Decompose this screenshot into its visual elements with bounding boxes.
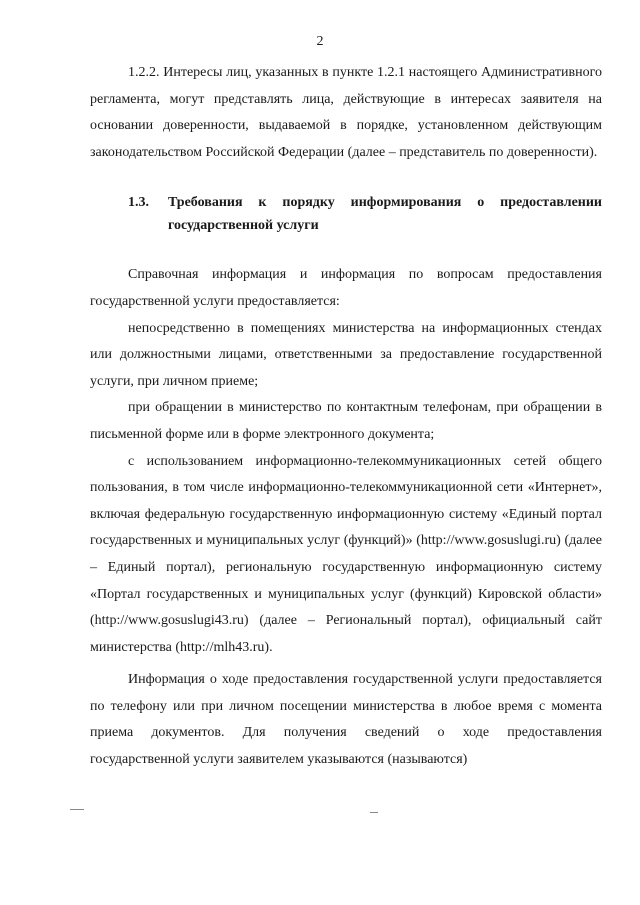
- paragraph-info-phone: при обращении в министерство по контактным телефонам, при обращении в письменной форме или в форме электронного документа;: [90, 400, 602, 442]
- section-number: 1.3.: [128, 195, 149, 211]
- paragraph-info-premises: непосредственно в помещениях министерства на информационных стендах или должностными лицами, ответственными за предоставление государственной услуги, при личном приеме;: [90, 320, 602, 389]
- page-number: 2: [316, 34, 324, 49]
- section-heading-1-3: [90, 191, 602, 237]
- section-title: Требования к порядку информирования о предоставлении государственной услуги: [168, 195, 602, 234]
- paragraph-1-2-2: 1.2.2. Интересы лиц, указанных в пункте 1.2.1 настоящего Административного регламента, могут представлять лица, действующие в интересах заявителя на основании доверенности, выдаваемой в порядке, установленном действующим законодательством Российской Федерации (далее – представитель по доверенности).: [90, 65, 602, 160]
- paragraph-info-intro: Справочная информация и информация по вопросам предоставления государственной услуги предоставляется:: [90, 267, 602, 309]
- document-body: [90, 60, 602, 774]
- paragraph-info-internet: с использованием информационно-телекоммуникационных сетей общего пользования, в том числе информационно-телекоммуникационной сети «Интернет», включая федеральную государственную информационную систему «Единый портал государственных и муниципальных услуг (функций)» (http://www.gosuslugi.ru) (далее – Единый портал), региональную государственную информационную систему «Портал государственных и муниципальных услуг (функций) Кировской области» (http://www.gosuslugi43.ru) (далее – Региональный портал), официальный сайт министерства (http://mlh43.ru).: [90, 453, 602, 655]
- scan-mark-center: [370, 812, 378, 813]
- paragraph-progress-info: Информация о ходе предоставления государственной услуги предоставляется по телефону или при личном посещении министерства в любое время с момента приема документов. Для получения сведений о ходе предоставления государственной услуги заявителем указываются (называются): [90, 672, 602, 768]
- scan-mark-left: [70, 809, 84, 810]
